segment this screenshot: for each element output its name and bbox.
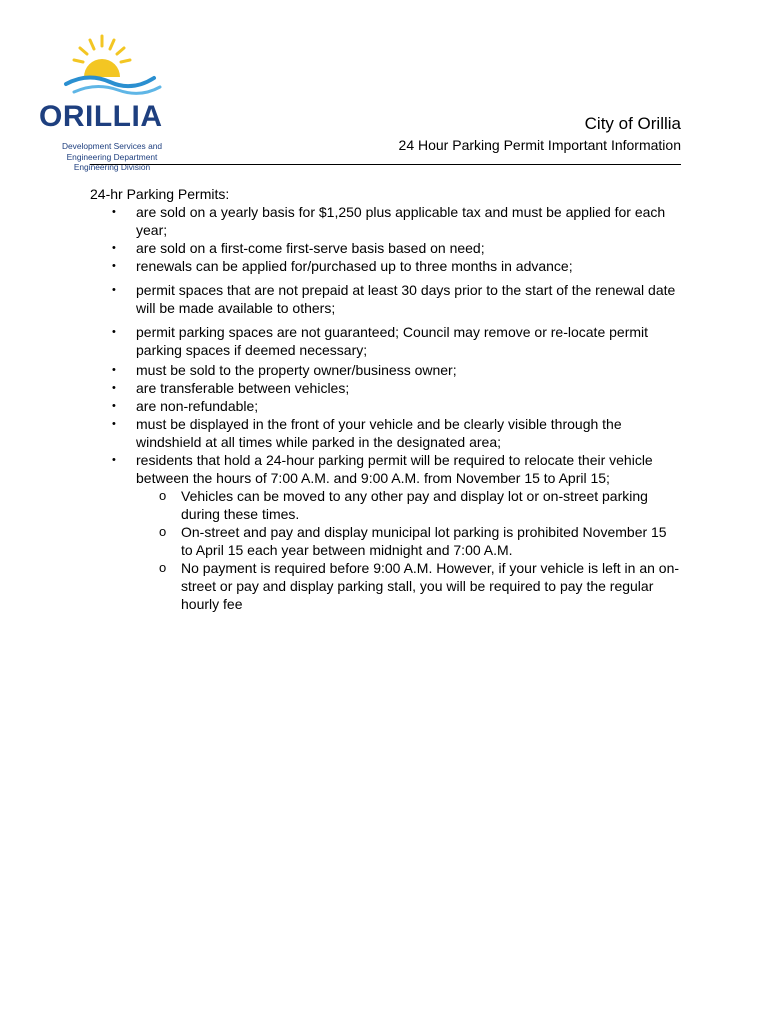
- list-item-text: residents that hold a 24-hour parking permit will be required to relocate their vehicle between the hours of 7:00 A.M. and 9:00 A.M. from November 15 to April 15;: [136, 452, 653, 486]
- list-item: [112, 281, 682, 317]
- logo-department-text: [42, 141, 182, 173]
- list-item-text: must be sold to the property owner/business owner;: [136, 362, 457, 378]
- list-item-text: renewals can be applied for/purchased up to three months in advance;: [136, 258, 573, 274]
- sub-list-item-text: No payment is required before 9:00 A.M. However, if your vehicle is left in an on-street or pay and display parking stall, you will be required to pay the regular hourly fee: [181, 560, 680, 612]
- list-item: [112, 239, 682, 257]
- orillia-logo: [36, 32, 181, 172]
- list-item: [112, 323, 682, 359]
- list-item-text: are transferable between vehicles;: [136, 380, 350, 396]
- sub-list-item: [159, 559, 682, 613]
- list-item: [112, 257, 682, 275]
- list-item-text: are sold on a first-come first-serve basis based on need;: [136, 240, 485, 256]
- bullet-icon: •: [112, 418, 116, 430]
- bullet-icon: •: [112, 364, 116, 376]
- permit-rules-list: [90, 203, 682, 613]
- sub-list-item-text: On-street and pay and display municipal lot parking is prohibited November 15 to April 15 each year between midnight and 7:00 A.M.: [181, 524, 667, 558]
- document-body: [90, 185, 682, 613]
- list-item: [112, 379, 682, 397]
- sub-bullet-icon: o: [159, 488, 167, 503]
- list-item: [112, 451, 682, 613]
- sub-bullet-icon: o: [159, 524, 167, 539]
- relocation-details-list: [136, 487, 682, 613]
- list-item-text: permit parking spaces are not guaranteed; Council may remove or re-locate permit parking spaces if deemed necessary;: [136, 324, 649, 358]
- list-item: [112, 415, 682, 451]
- logo-line: Engineering Department: [66, 151, 158, 162]
- section-heading: 24-hr Parking Permits:: [90, 186, 230, 202]
- list-item-text: must be displayed in the front of your vehicle and be clearly visible through the windshield at all times while parked in the designated area;: [136, 416, 622, 450]
- sub-bullet-icon: o: [159, 560, 167, 575]
- sub-list-item-text: Vehicles can be moved to any other pay and display lot or on-street parking during these times.: [181, 488, 648, 522]
- list-item: [112, 361, 682, 379]
- bullet-icon: •: [112, 206, 116, 218]
- document-subtitle: 24 Hour Parking Permit Important Information: [398, 137, 681, 153]
- list-item: [112, 397, 682, 415]
- list-item: [112, 203, 682, 239]
- header-divider: [90, 164, 681, 165]
- list-item-text: permit spaces that are not prepaid at least 30 days prior to the start of the renewal date will be made available to others;: [136, 282, 676, 316]
- bullet-icon: •: [112, 400, 116, 412]
- bullet-icon: •: [112, 242, 116, 254]
- bullet-icon: •: [112, 260, 116, 272]
- bullet-icon: •: [112, 382, 116, 394]
- bullet-icon: •: [112, 454, 116, 466]
- list-item-text: are sold on a yearly basis for $1,250 plus applicable tax and must be applied for each year;: [136, 204, 666, 238]
- logo-wordmark: ORILLIA: [39, 100, 163, 133]
- logo-line: Development Services and: [61, 141, 163, 151]
- sun-wave-icon: [36, 32, 181, 107]
- sub-list-item: [159, 487, 682, 523]
- logo-line: Engineering Division: [73, 162, 151, 172]
- sub-list-item: [159, 523, 682, 559]
- bullet-icon: •: [112, 284, 116, 296]
- list-item-text: are non-refundable;: [136, 398, 259, 414]
- document-title: City of Orillia: [584, 114, 681, 133]
- bullet-icon: •: [112, 326, 116, 338]
